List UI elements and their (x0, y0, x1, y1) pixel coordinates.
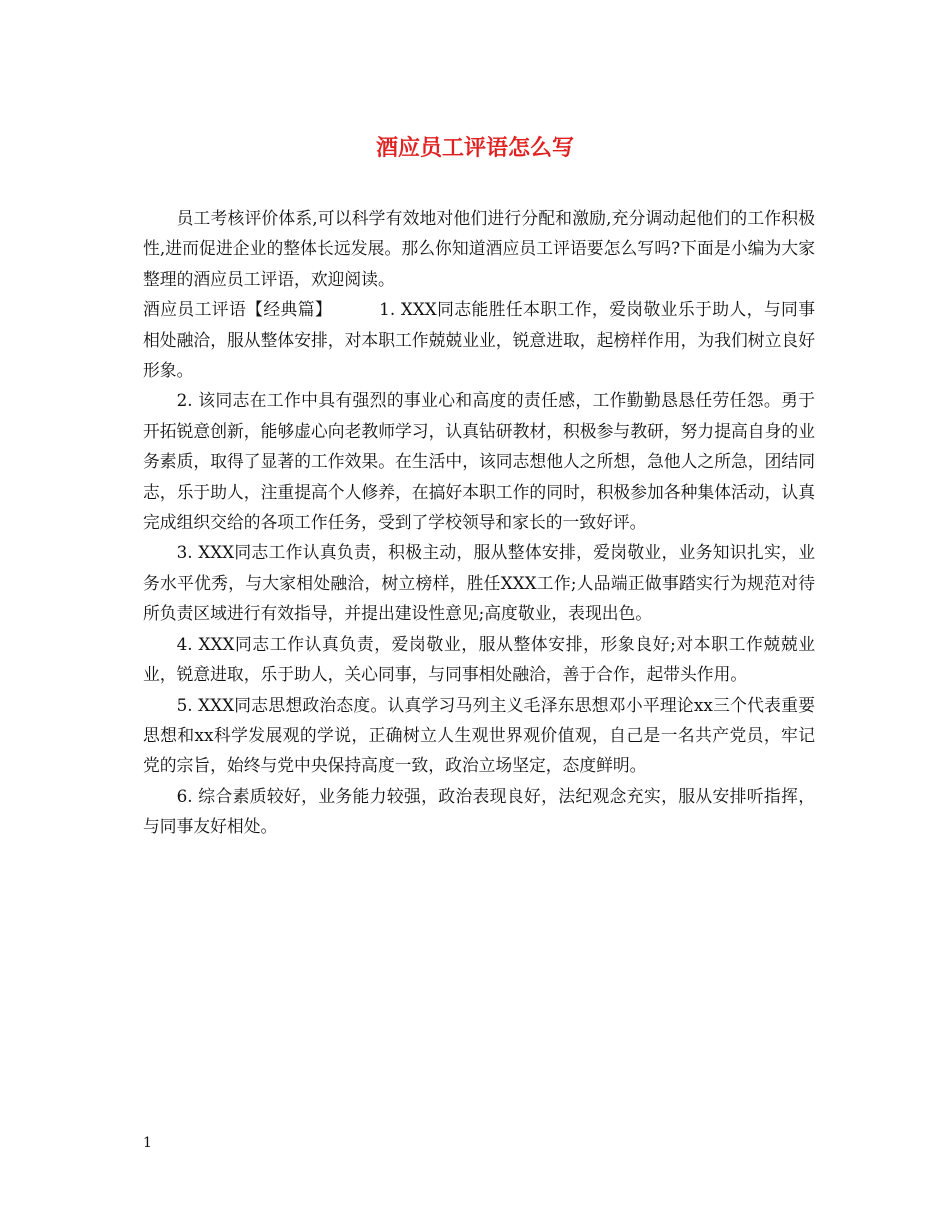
page-number: 1 (143, 1135, 152, 1151)
item-4: 4. XXX同志工作认真负责，爱岗敬业，服从整体安排，形象良好;对本职工作兢兢业业，锐意进取，乐于助人，关心同事，与同事相处融洽，善于合作，起带头作用。 (143, 633, 815, 685)
item-2: 2. 该同志在工作中具有强烈的事业心和高度的责任感，工作勤勤恳恳任劳任怨。勇于开拓锐意创新，能够虚心向老教师学习，认真钻研教材，积极参与教研，努力提高自身的业务素质，取得了显著的工作效果。在生活中，该同志想他人之所想，急他人之所急，团结同志，乐于助人，注重提高个人修养，在搞好本职工作的同时，积极参加各种集体活动，认真完成组织交给的各项工作任务，受到了学校领导和家长的一致好评。 (143, 390, 815, 533)
intro-paragraph: 员工考核评价体系,可以科学有效地对他们进行分配和激励,充分调动起他们的工作积极性,进而促进企业的整体长远发展。那么你知道酒应员工评语要怎么写吗?下面是小编为大家整理的酒应员工评语，欢迎阅读。 (143, 208, 815, 289)
item-5: 5. XXX同志思想政治态度。认真学习马列主义毛泽东思想邓小平理论xx三个代表重要思想和xx科学发展观的学说，正确树立人生观世界观价值观，自己是一名共产党员，牢记党的宗旨，始终与党中央保持高度一致，政治立场坚定，态度鲜明。 (143, 694, 815, 776)
section-paragraph (143, 294, 815, 385)
item-3: 3. XXX同志工作认真负责，积极主动，服从整体安排，爱岗敬业，业务知识扎实，业务水平优秀，与大家相处融洽，树立榜样，胜任XXX工作;人品端正做事踏实行为规范对待所负责区域进行有效指导，并提出建设性意见;高度敬业，表现出色。 (143, 542, 815, 624)
section-heading: 酒应员工评语【经典篇】 (143, 299, 333, 320)
item-6: 6. 综合素质较好，业务能力较强，政治表现良好，法纪观念充实，服从安排听指挥，与同事友好相处。 (143, 785, 815, 837)
item-1: 1. XXX同志能胜任本职工作，爱岗敬业乐于助人，与同事相处融洽，服从整体安排，对本职工作兢兢业业，锐意进取，起榜样作用，为我们树立良好形象。 (143, 299, 815, 381)
document-body (143, 203, 815, 842)
document-title: 酒应员工评语怎么写 (375, 135, 574, 161)
